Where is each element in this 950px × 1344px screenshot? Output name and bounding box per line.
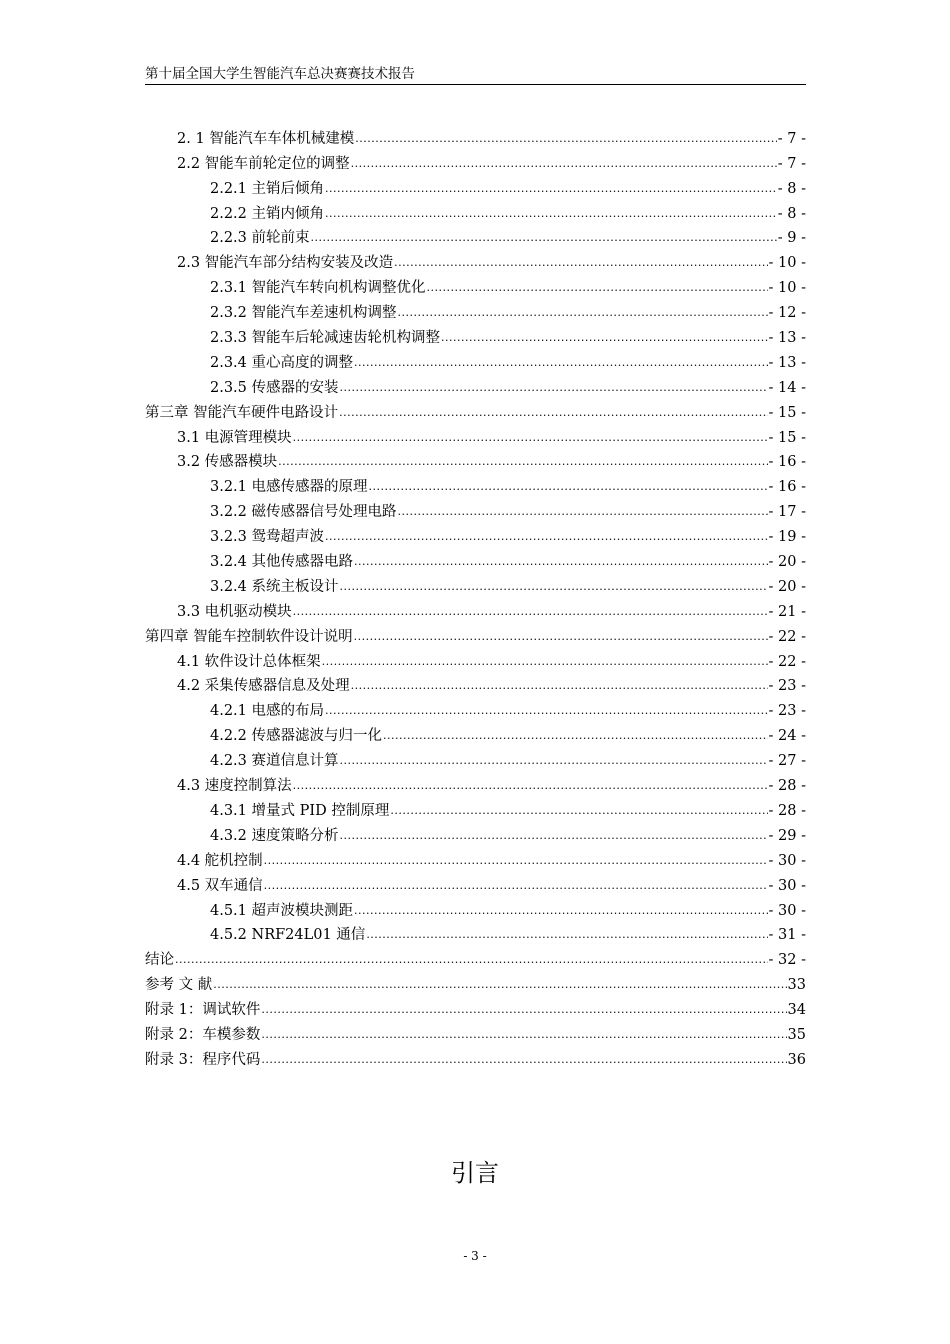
- toc-dot-leader: [340, 826, 768, 846]
- toc-dot-leader: [354, 901, 768, 921]
- toc-entry[interactable]: [145, 721, 806, 746]
- toc-dot-leader: [322, 652, 768, 672]
- toc-entry[interactable]: [145, 945, 806, 970]
- toc-dot-leader: [354, 353, 768, 373]
- toc-entry[interactable]: [145, 423, 806, 448]
- toc-entry-page: - 27 -: [768, 753, 806, 770]
- toc-entry-title: 2.3.5 传感器的安装: [210, 379, 339, 396]
- running-header: 第十届全国大学生智能汽车总决赛赛技术报告: [145, 64, 806, 85]
- toc-entry-page: - 8 -: [777, 205, 806, 222]
- toc-dot-leader: [394, 253, 767, 273]
- toc-entry-page: - 14 -: [768, 379, 806, 396]
- toc-dot-leader: [398, 303, 768, 323]
- toc-entry[interactable]: [145, 1045, 806, 1070]
- toc-entry[interactable]: [145, 224, 806, 249]
- toc-entry-title: 附录 3：程序代码: [145, 1051, 261, 1068]
- toc-entry-title: 4.2.1 电感的布局: [210, 703, 325, 720]
- toc-entry-page: - 9 -: [777, 230, 806, 247]
- toc-dot-leader: [278, 452, 767, 472]
- toc-entry-page: - 7 -: [777, 130, 806, 147]
- toc-dot-leader: [383, 726, 768, 746]
- toc-entry-page: - 10 -: [768, 255, 806, 272]
- toc-entry-title: 4.3 速度控制算法: [177, 778, 292, 795]
- toc-entry-page: - 7 -: [777, 155, 806, 172]
- toc-entry[interactable]: [145, 995, 806, 1020]
- toc-entry-page: 34: [787, 1002, 806, 1019]
- toc-entry-title: 第四章 智能车控制软件设计说明: [145, 628, 353, 645]
- toc-entry[interactable]: [145, 746, 806, 771]
- toc-entry-title: 4.1 软件设计总体框架: [177, 653, 321, 670]
- toc-dot-leader: [340, 577, 768, 597]
- toc-dot-leader: [325, 204, 777, 224]
- toc-entry-title: 3.1 电源管理模块: [177, 429, 292, 446]
- toc-entry-title: 3.2.2 磁传感器信号处理电路: [210, 504, 397, 521]
- toc-entry-page: - 23 -: [768, 678, 806, 695]
- toc-entry-title: 3.2.1 电感传感器的原理: [210, 479, 368, 496]
- toc-entry[interactable]: [145, 896, 806, 921]
- toc-entry-title: 3.2.4 系统主板设计: [210, 578, 339, 595]
- toc-entry[interactable]: [145, 497, 806, 522]
- toc-entry-page: - 28 -: [768, 778, 806, 795]
- toc-dot-leader: [264, 876, 768, 896]
- toc-entry[interactable]: [145, 149, 806, 174]
- toc-entry[interactable]: [145, 323, 806, 348]
- toc-entry-title: 4.5.1 超声波模块测距: [210, 902, 354, 919]
- toc-dot-leader: [339, 403, 767, 423]
- toc-entry-title: 3.2.3 鸳鸯超声波: [210, 529, 325, 546]
- toc-entry-page: - 16 -: [768, 454, 806, 471]
- toc-dot-leader: [366, 925, 767, 945]
- toc-entry[interactable]: [145, 124, 806, 149]
- toc-entry-page: - 19 -: [768, 529, 806, 546]
- toc-entry-title: 2.2.2 主销内倾角: [210, 205, 325, 222]
- toc-entry[interactable]: [145, 821, 806, 846]
- toc-entry-page: - 23 -: [768, 703, 806, 720]
- toc-entry[interactable]: [145, 298, 806, 323]
- toc-entry-title: 2.3.2 智能汽车差速机构调整: [210, 305, 397, 322]
- toc-entry-page: - 30 -: [768, 902, 806, 919]
- toc-dot-leader: [213, 975, 786, 995]
- toc-entry[interactable]: [145, 448, 806, 473]
- toc-entry[interactable]: [145, 796, 806, 821]
- toc-entry[interactable]: [145, 622, 806, 647]
- toc-entry-title: 附录 2：车模参数: [145, 1026, 261, 1043]
- toc-entry-title: 2.2.3 前轮前束: [210, 230, 310, 247]
- toc-entry[interactable]: [145, 273, 806, 298]
- toc-entry-title: 2.3.3 智能车后轮减速齿轮机构调整: [210, 330, 441, 347]
- toc-dot-leader: [390, 801, 767, 821]
- toc-entry-page: - 16 -: [768, 479, 806, 496]
- toc-entry-title: 3.2.4 其他传感器电路: [210, 554, 354, 571]
- toc-entry[interactable]: [145, 771, 806, 796]
- toc-dot-leader: [355, 129, 776, 149]
- toc-entry-title: 4.5 双车通信: [177, 877, 263, 894]
- table-of-contents: [145, 124, 806, 1070]
- toc-entry[interactable]: [145, 597, 806, 622]
- toc-entry[interactable]: [145, 199, 806, 224]
- toc-entry[interactable]: [145, 373, 806, 398]
- toc-entry-title: 参考 文 献: [145, 977, 213, 994]
- toc-dot-leader: [340, 751, 768, 771]
- toc-dot-leader: [293, 776, 768, 796]
- toc-entry-page: - 30 -: [768, 852, 806, 869]
- toc-dot-leader: [351, 154, 777, 174]
- toc-entry-page: - 22 -: [768, 653, 806, 670]
- toc-dot-leader: [261, 1000, 786, 1020]
- toc-dot-leader: [261, 1025, 786, 1045]
- toc-entry[interactable]: [145, 348, 806, 373]
- toc-entry[interactable]: [145, 871, 806, 896]
- toc-dot-leader: [354, 552, 768, 572]
- toc-entry-page: - 20 -: [768, 578, 806, 595]
- toc-entry-title: 4.2.2 传感器滤波与归一化: [210, 728, 383, 745]
- toc-dot-leader: [325, 701, 768, 721]
- toc-dot-leader: [261, 1050, 786, 1070]
- toc-entry[interactable]: [145, 1020, 806, 1045]
- toc-entry-title: 4.5.2 NRF24L01 通信: [210, 927, 366, 944]
- toc-entry[interactable]: [145, 921, 806, 946]
- toc-dot-leader: [175, 950, 768, 970]
- toc-entry-title: 3.3 电机驱动模块: [177, 603, 292, 620]
- toc-entry-title: 2.3 智能汽车部分结构安装及改造: [177, 255, 394, 272]
- toc-entry-title: 结论: [145, 952, 174, 969]
- toc-dot-leader: [325, 527, 768, 547]
- toc-entry-title: 4.3.1 增量式 PID 控制原理: [210, 802, 390, 819]
- page-number: - 3 -: [463, 1249, 487, 1263]
- toc-entry-page: 35: [787, 1026, 806, 1043]
- section-title: 引言: [451, 1159, 499, 1187]
- toc-entry-page: - 32 -: [768, 952, 806, 969]
- toc-entry-title: 2.3.4 重心高度的调整: [210, 354, 354, 371]
- toc-entry-page: 36: [787, 1051, 806, 1068]
- toc-entry-title: 2.2 智能车前轮定位的调整: [177, 155, 350, 172]
- toc-dot-leader: [398, 502, 768, 522]
- toc-entry-title: 4.2.3 赛道信息计算: [210, 753, 339, 770]
- toc-entry-page: - 30 -: [768, 877, 806, 894]
- toc-entry-page: - 8 -: [777, 180, 806, 197]
- toc-entry-page: - 22 -: [768, 628, 806, 645]
- toc-entry[interactable]: [145, 174, 806, 199]
- toc-dot-leader: [293, 428, 768, 448]
- toc-entry-page: - 20 -: [768, 554, 806, 571]
- toc-entry-title: 附录 1：调试软件: [145, 1002, 261, 1019]
- toc-entry[interactable]: [145, 846, 806, 871]
- toc-entry-title: 2.2.1 主销后倾角: [210, 180, 325, 197]
- toc-entry-title: 4.4 舵机控制: [177, 852, 263, 869]
- toc-entry-title: 3.2 传感器模块: [177, 454, 278, 471]
- toc-dot-leader: [441, 328, 768, 348]
- toc-entry[interactable]: [145, 472, 806, 497]
- toc-entry-page: - 13 -: [768, 330, 806, 347]
- toc-dot-leader: [354, 627, 768, 647]
- toc-entry-page: - 12 -: [768, 305, 806, 322]
- toc-entry-title: 2.3.1 智能汽车转向机构调整优化: [210, 280, 426, 297]
- toc-entry-title: 4.2 采集传感器信息及处理: [177, 678, 350, 695]
- toc-entry[interactable]: [145, 522, 806, 547]
- toc-dot-leader: [351, 676, 768, 696]
- toc-entry[interactable]: [145, 248, 806, 273]
- toc-dot-leader: [293, 602, 768, 622]
- toc-entry[interactable]: [145, 672, 806, 697]
- toc-entry[interactable]: [145, 647, 806, 672]
- toc-dot-leader: [311, 228, 777, 248]
- toc-entry-page: - 24 -: [768, 728, 806, 745]
- toc-entry-title: 第三章 智能汽车硬件电路设计: [145, 404, 339, 421]
- toc-dot-leader: [427, 278, 768, 298]
- toc-entry-page: - 21 -: [768, 603, 806, 620]
- toc-entry[interactable]: [145, 547, 806, 572]
- toc-entry[interactable]: [145, 970, 806, 995]
- toc-dot-leader: [340, 378, 768, 398]
- toc-entry[interactable]: [145, 398, 806, 423]
- toc-entry[interactable]: [145, 696, 806, 721]
- toc-entry-page: - 31 -: [768, 927, 806, 944]
- toc-entry-page: 33: [787, 977, 806, 994]
- toc-dot-leader: [264, 851, 768, 871]
- toc-entry-page: - 15 -: [768, 404, 806, 421]
- toc-entry-page: - 29 -: [768, 827, 806, 844]
- toc-dot-leader: [325, 179, 777, 199]
- toc-entry-title: 4.3.2 速度策略分析: [210, 827, 339, 844]
- toc-entry-page: - 17 -: [768, 504, 806, 521]
- toc-entry-page: - 28 -: [768, 802, 806, 819]
- toc-dot-leader: [369, 477, 768, 497]
- toc-entry[interactable]: [145, 572, 806, 597]
- toc-entry-page: - 10 -: [768, 280, 806, 297]
- toc-entry-page: - 13 -: [768, 354, 806, 371]
- toc-entry-title: 2. 1 智能汽车车体机械建模: [177, 130, 355, 147]
- toc-entry-page: - 15 -: [768, 429, 806, 446]
